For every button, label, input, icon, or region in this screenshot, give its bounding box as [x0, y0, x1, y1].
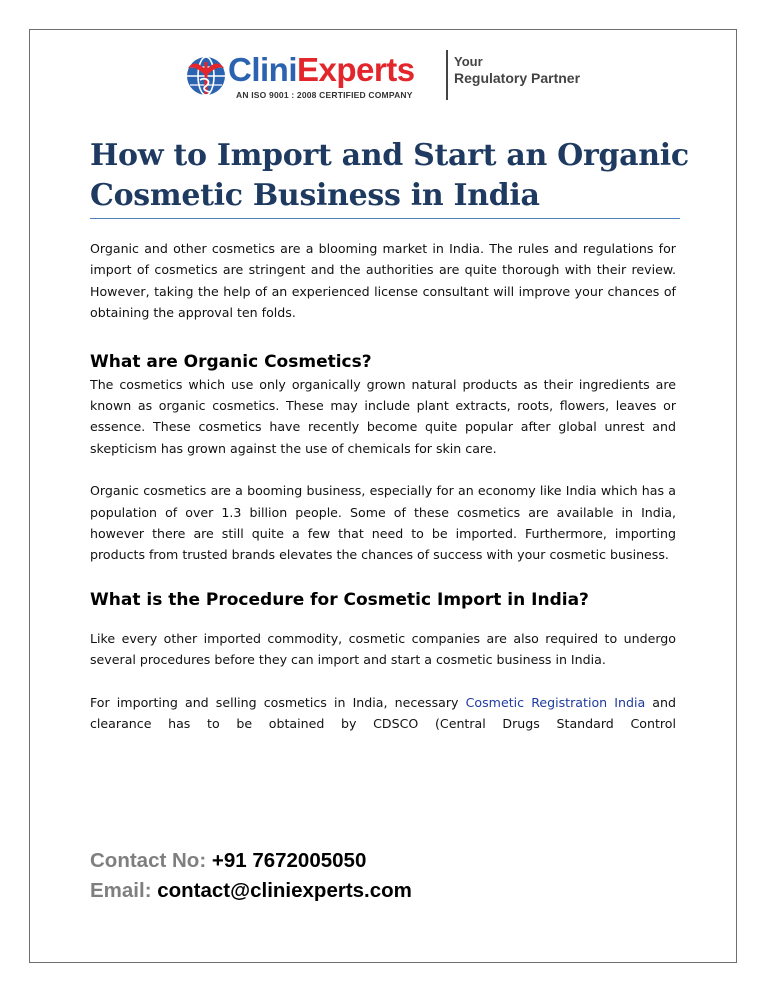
- document-title: How to Import and Start an Organic Cosmetic Business in India: [90, 138, 689, 213]
- email-address[interactable]: contact@cliniexperts.com: [157, 879, 412, 902]
- email-label: Email:: [90, 879, 158, 902]
- title-underline: [90, 218, 680, 219]
- section2-heading: What is the Procedure for Cosmetic Import in India?: [90, 589, 589, 610]
- tagline-line1: Your: [454, 54, 483, 69]
- section1-heading: What are Organic Cosmetics?: [90, 351, 372, 372]
- phone-label: Contact No:: [90, 849, 212, 872]
- intro-paragraph: Organic and other cosmetics are a blooming market in India. The rules and regulations for import of cosmetics are stringent and the authorities are quite thorough with their review. However, taking the help of an experienced license consultant will improve your chances of obtaining the approval ten folds.: [90, 241, 676, 321]
- section2-paragraph2-start: For importing and selling cosmetics in India, necessary: [90, 694, 466, 710]
- tagline: [454, 54, 580, 86]
- phone-number[interactable]: +91 7672005050: [211, 849, 367, 872]
- cosmetic-registration-link[interactable]: Cosmetic Registration India: [465, 694, 646, 710]
- contact-email-line: [90, 876, 690, 906]
- iso-certification: AN ISO 9001 : 2008 CERTIFIED COMPANY: [236, 90, 413, 100]
- section1-paragraph2: Organic cosmetics are a booming business, especially for an economy like India which has a population of over 1.3 billion people. Some of these cosmetics are available in India, however there are still quite a few that need to be imported. Furthermore, importing products from trusted brands elevates the chances of success with your cosmetic business.: [90, 483, 676, 563]
- section2-paragraph1: Like every other imported commodity, cosmetic companies are also required to undergo several procedures before they can import and start a cosmetic business in India.: [90, 630, 676, 668]
- brand-name: [228, 50, 415, 90]
- section2-paragraph2-end: and clearance has to be obtained by CDSCO (Central Drugs Standard Control: [90, 694, 676, 732]
- tagline-line2: Regulatory Partner: [454, 70, 581, 86]
- brand-name-part1: Clini: [228, 51, 297, 88]
- caduceus-globe-icon: [184, 54, 228, 98]
- logo-divider: [446, 50, 448, 100]
- section2-paragraph2: [90, 692, 676, 735]
- document-body: [90, 238, 676, 735]
- section1-paragraph1: The cosmetics which use only organically grown natural products as their ingredients are known as organic cosmetics. These may include plant extracts, roots, flowers, leaves or essence. These cosmetics have recently become quite popular after global unrest and skepticism has grown against the use of chemicals for skin care.: [90, 376, 676, 456]
- contact-block: [90, 846, 690, 906]
- contact-phone-line: [90, 846, 690, 876]
- brand-name-part2: Experts: [297, 51, 415, 88]
- company-logo: [184, 48, 584, 104]
